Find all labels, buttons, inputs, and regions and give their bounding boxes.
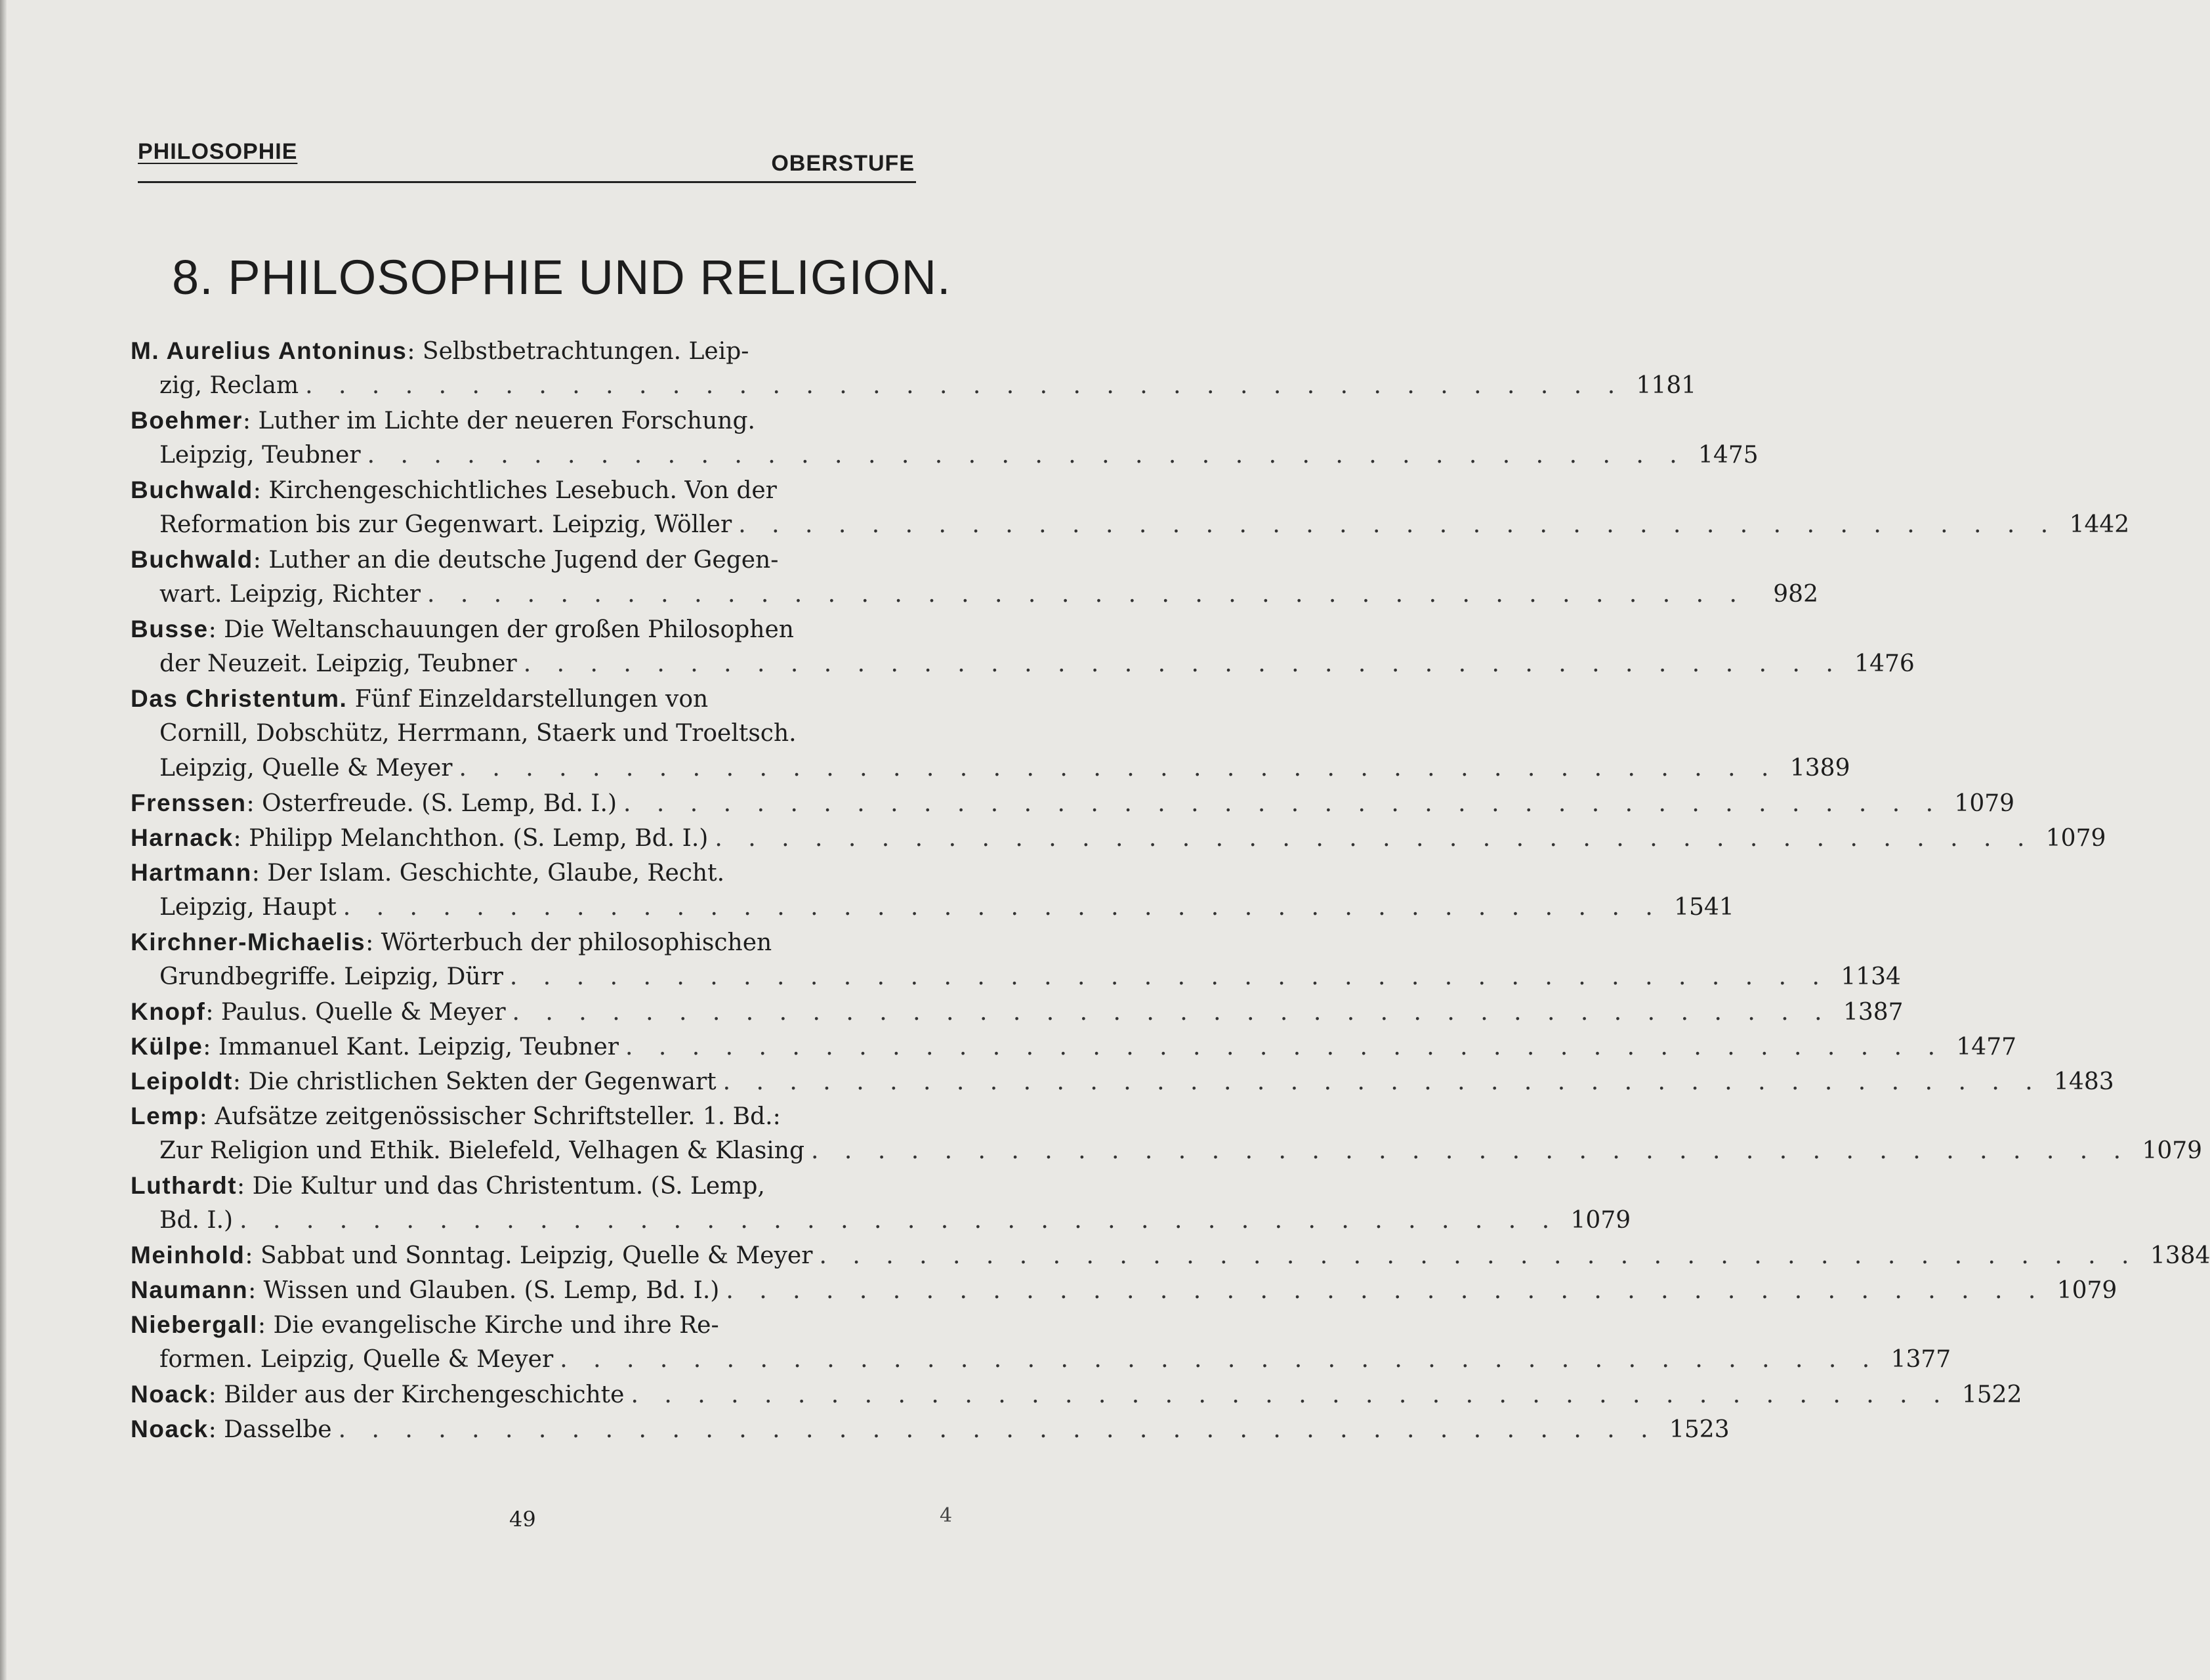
bibliography-entry xyxy=(128,1029,2017,1064)
entry-line xyxy=(128,472,915,507)
entry-author: Lemp xyxy=(131,1102,199,1129)
entry-author: Kirchner-Michaelis xyxy=(131,929,366,956)
entry-number: 1079 xyxy=(1570,1207,1631,1234)
entry-line xyxy=(128,925,915,959)
entry-continuation-line xyxy=(128,507,2130,542)
entry-number: 1476 xyxy=(1854,650,1915,677)
entry-text-wrap xyxy=(131,477,777,504)
dot-leader: . . . . . . . . . . . . . . . . . . . . . . . . . . . . . . . . . . . . . . . . xyxy=(512,999,1831,1026)
entry-continuation-line xyxy=(128,1203,1631,1238)
entry-text-wrap xyxy=(131,616,794,643)
entry-author: Niebergall xyxy=(131,1311,258,1338)
dot-leader: . . . . . . . . . . . . . . . . . . . . . . . . . . . . . . . . . . . . . . . . xyxy=(625,1034,1945,1060)
entry-line xyxy=(128,1064,2114,1099)
entry-continuation: Leipzig, Haupt xyxy=(159,894,337,921)
dot-leader: . . . . . . . . . . . . . . . . . . . . . . . . . . . . . . . . . . . . . . . . xyxy=(726,1277,2045,1304)
entry-author: Leipoldt xyxy=(131,1068,233,1095)
entry-continuation-line xyxy=(128,1342,1951,1377)
entry-text-wrap xyxy=(131,1064,717,1099)
bibliography-entry xyxy=(128,1099,2203,1168)
dot-leader: . . . . . . . . . . . . . . . . . . . . . . . . . . . . . . . . . . . . . . . . xyxy=(459,755,1778,782)
entry-title: Fünf Einzeldarstellungen von xyxy=(347,686,709,713)
entry-author: Boehmer xyxy=(131,407,243,434)
bibliography-entry xyxy=(128,681,1850,786)
bibliography-entry xyxy=(128,1377,2022,1412)
dot-leader: . . . . . . . . . . . . . . . . . . . . . . . . . . . . . . . . . . . . . . . . xyxy=(819,1242,2138,1269)
dot-leader: . . . . . . . . . . . . . . . . . . . . . . . . . . . . . . . . . . . . . . . . xyxy=(560,1346,1879,1373)
entry-text-wrap xyxy=(159,507,732,542)
entry-text-wrap xyxy=(159,720,797,747)
entry-title: : Sabbat und Sonntag. Leipzig, Quelle & Meyer xyxy=(245,1242,813,1269)
entry-text-wrap xyxy=(131,547,778,574)
entry-line xyxy=(128,820,2106,855)
entry-line xyxy=(128,1029,2017,1064)
dot-leader: . . . . . . . . . . . . . . . . . . . . . . . . . . . . . . . . . . . . . . . . xyxy=(811,1137,2131,1164)
bibliography-entry xyxy=(128,472,2130,542)
entry-text-wrap xyxy=(131,786,617,821)
entry-title: : Der Islam. Geschichte, Glaube, Recht. xyxy=(251,860,725,887)
entry-continuation: Leipzig, Quelle & Meyer xyxy=(159,755,453,782)
entry-continuation-line xyxy=(128,646,1915,681)
entry-title: : Osterfreude. (S. Lemp, Bd. I.) xyxy=(246,790,617,817)
bibliography-entry xyxy=(128,994,1904,1029)
entry-text-wrap xyxy=(159,1203,233,1238)
running-header xyxy=(138,139,916,183)
chapter-title: 8. PHILOSOPHIE UND RELIGION. xyxy=(172,250,951,304)
entry-text-wrap xyxy=(159,646,517,681)
entry-title: : Wörterbuch der philosophischen xyxy=(365,929,772,956)
entry-author: Buchwald xyxy=(131,476,253,503)
entry-number: 1079 xyxy=(1954,790,2015,817)
entry-author: Külpe xyxy=(131,1033,203,1060)
bibliography-list xyxy=(128,333,2210,1446)
entry-text-wrap xyxy=(159,438,361,472)
entry-number: 1079 xyxy=(2142,1137,2203,1164)
entry-number: 1387 xyxy=(1843,999,1904,1026)
entry-author: Naumann xyxy=(131,1276,249,1303)
dot-leader: . . . . . . . . . . . . . . . . . . . . . . . . . . . . . . . . . . . . . . . . xyxy=(240,1207,1559,1234)
entry-line xyxy=(128,786,2015,820)
entry-text-wrap xyxy=(131,1029,619,1064)
entry-title: : Die christlichen Sekten der Gegenwart xyxy=(232,1068,717,1095)
entry-author: M. Aurelius Antoninus xyxy=(131,337,407,364)
page-number: 49 xyxy=(509,1507,536,1532)
entry-text-wrap xyxy=(131,338,749,365)
entry-text-wrap xyxy=(159,959,503,994)
entry-number: 1079 xyxy=(2056,1277,2117,1304)
entry-author: Noack xyxy=(131,1416,209,1442)
entry-number: 1522 xyxy=(1961,1381,2022,1408)
entry-continuation: der Neuzeit. Leipzig, Teubner xyxy=(159,650,517,677)
entry-text-wrap xyxy=(131,929,772,956)
entry-number: 1134 xyxy=(1841,963,1901,990)
entry-number: 1079 xyxy=(2045,825,2106,852)
dot-leader: . . . . . . . . . . . . . . . . . . . . . . . . . . . . . . . . . . . . . . . . xyxy=(509,963,1829,990)
entry-text-wrap xyxy=(159,1133,804,1168)
entry-continuation-line xyxy=(128,368,1697,403)
entry-text-wrap xyxy=(159,368,299,403)
bibliography-entry xyxy=(128,1064,2114,1099)
bibliography-entry xyxy=(128,855,1734,925)
entry-text-wrap xyxy=(131,994,506,1030)
entry-line xyxy=(128,612,915,646)
entry-title: : Luther an die deutsche Jugend der Gegen- xyxy=(253,547,779,574)
bibliography-entry xyxy=(128,612,1915,681)
bibliography-entry xyxy=(128,1412,1730,1446)
entry-line xyxy=(128,1168,915,1203)
header-section: PHILOSOPHIE xyxy=(138,139,298,164)
entry-title: : Die Weltanschauungen der großen Philosophen xyxy=(208,616,794,643)
entry-line xyxy=(128,855,915,890)
entry-line xyxy=(128,1412,1730,1446)
entry-text-wrap xyxy=(131,408,755,434)
entry-title: : Immanuel Kant. Leipzig, Teubner xyxy=(203,1034,619,1060)
entry-line xyxy=(128,1099,915,1133)
entry-number: 1483 xyxy=(2054,1068,2114,1095)
entry-continuation: Grundbegriffe. Leipzig, Dürr xyxy=(159,963,503,990)
bibliography-entry xyxy=(128,1168,1631,1238)
dot-leader: . . . . . . . . . . . . . . . . . . . . . . . . . . . . . . . . . . . . . . . . xyxy=(305,372,1625,399)
entry-number: 1475 xyxy=(1698,442,1759,469)
entry-continuation-line xyxy=(128,716,915,751)
entry-author: Buchwald xyxy=(131,546,253,573)
bibliography-entry xyxy=(128,1238,2210,1272)
entry-line xyxy=(128,681,915,716)
entry-continuation-line xyxy=(128,577,1818,612)
entry-text-wrap xyxy=(131,1238,812,1273)
bibliography-entry xyxy=(128,820,2106,855)
entry-author: Frenssen xyxy=(131,789,247,816)
entry-number: 1389 xyxy=(1789,755,1850,782)
entry-continuation: Zur Religion und Ethik. Bielefeld, Velhagen & Klasing xyxy=(159,1137,805,1164)
bibliography-entry xyxy=(128,786,2015,820)
entry-continuation: wart. Leipzig, Richter xyxy=(159,581,421,608)
bibliography-entry xyxy=(128,1272,2117,1307)
entry-continuation-line xyxy=(128,751,1850,786)
entry-author: Das Christentum. xyxy=(131,685,348,712)
entry-title: : Die evangelische Kirche und ihre Re- xyxy=(257,1312,719,1339)
entry-text-wrap xyxy=(159,751,452,786)
dot-leader: . . . . . . . . . . . . . . . . . . . . . . . . . . . . . . . . . . . . . . . . xyxy=(338,1416,1658,1443)
entry-text-wrap xyxy=(131,686,708,713)
bibliography-entry xyxy=(128,333,1697,403)
entry-line xyxy=(128,994,1904,1029)
bibliography-entry xyxy=(128,542,1818,612)
bibliography-entry xyxy=(128,1307,1951,1377)
dot-leader: . . . . . . . . . . . . . . . . . . . . . . . . . . . . . . . . . . . . . . . . xyxy=(367,442,1686,469)
entry-author: Hartmann xyxy=(131,859,252,886)
entry-title: : Selbstbetrachtungen. Leip- xyxy=(407,338,749,365)
entry-author: Luthardt xyxy=(131,1172,238,1199)
dot-leader: . . . . . . . . . . . . . . . . . . . . . . . . . . . . . . . . . . . . . . . . xyxy=(738,511,2058,538)
entry-number: 1181 xyxy=(1636,372,1697,399)
header-level: OBERSTUFE xyxy=(771,151,915,176)
entry-title: : Die Kultur und das Christentum. (S. Lemp, xyxy=(237,1173,765,1200)
entry-number: 1541 xyxy=(1674,894,1734,921)
dot-leader: . . . . . . . . . . . . . . . . . . . . . . . . . . . . . . . . . . . . . . . . xyxy=(343,894,1662,921)
entry-title: : Wissen und Glauben. (S. Lemp, Bd. I.) xyxy=(248,1277,720,1304)
entry-line xyxy=(128,1238,2210,1272)
entry-line xyxy=(128,1377,2022,1412)
entry-line xyxy=(128,1307,915,1342)
entry-title: : Aufsätze zeitgenössischer Schriftsteller. 1. Bd.: xyxy=(199,1103,781,1130)
entry-text-wrap xyxy=(131,860,724,887)
entry-line xyxy=(128,542,915,577)
dot-leader: . . . . . . . . . . . . . . . . . . . . . . . . . . . . . . . . . . . . . . . . xyxy=(427,581,1746,608)
entry-continuation-line xyxy=(128,1133,2203,1168)
entry-number: 1377 xyxy=(1890,1346,1951,1373)
entry-author: Meinhold xyxy=(131,1242,245,1269)
entry-continuation: formen. Leipzig, Quelle & Meyer xyxy=(159,1346,554,1373)
dot-leader: . . . . . . . . . . . . . . . . . . . . . . . . . . . . . . . . . . . . . . . . xyxy=(523,650,1843,677)
entry-text-wrap xyxy=(131,1103,781,1130)
entry-continuation: Reformation bis zur Gegenwart. Leipzig, Wöller xyxy=(159,511,732,538)
entry-continuation-line xyxy=(128,438,1759,472)
entry-text-wrap xyxy=(131,1272,719,1308)
entry-author: Knopf xyxy=(131,998,206,1025)
entry-continuation: Cornill, Dobschütz, Herrmann, Staerk und Troeltsch. xyxy=(159,720,797,747)
bibliography-entry xyxy=(128,925,1901,994)
entry-continuation-line xyxy=(128,890,1734,925)
entry-title: : Bilder aus der Kirchengeschichte xyxy=(208,1381,625,1408)
entry-line xyxy=(128,403,915,438)
entry-continuation: zig, Reclam xyxy=(159,372,299,399)
page-binding-edge xyxy=(0,0,7,1680)
bibliography-entry xyxy=(128,403,1759,472)
entry-author: Harnack xyxy=(131,824,234,851)
entry-text-wrap xyxy=(131,1377,624,1412)
entry-number: 982 xyxy=(1773,581,1818,608)
entry-text-wrap xyxy=(131,1312,719,1339)
entry-text-wrap xyxy=(159,577,421,612)
entry-number: 1477 xyxy=(1956,1034,2017,1060)
dot-leader: . . . . . . . . . . . . . . . . . . . . . . . . . . . . . . . . . . . . . . . . xyxy=(631,1381,1950,1408)
entry-continuation: Bd. I.) xyxy=(159,1207,234,1234)
dot-leader: . . . . . . . . . . . . . . . . . . . . . . . . . . . . . . . . . . . . . . . . xyxy=(722,1068,2042,1095)
dot-leader: . . . . . . . . . . . . . . . . . . . . . . . . . . . . . . . . . . . . . . . . xyxy=(715,825,2034,852)
entry-text-wrap xyxy=(159,890,337,925)
entry-title: : Paulus. Quelle & Meyer xyxy=(205,999,506,1026)
entry-number: 1384 xyxy=(2150,1242,2210,1269)
entry-number: 1523 xyxy=(1669,1416,1730,1443)
entry-continuation: Leipzig, Teubner xyxy=(159,442,361,469)
entry-text-wrap xyxy=(159,1342,553,1377)
entry-title: : Kirchengeschichtliches Lesebuch. Von der xyxy=(253,477,777,504)
entry-title: : Dasselbe xyxy=(208,1416,332,1443)
entry-author: Busse xyxy=(131,616,209,642)
entry-number: 1442 xyxy=(2069,511,2130,538)
entry-text-wrap xyxy=(131,1173,765,1200)
entry-text-wrap xyxy=(131,1412,332,1447)
entry-continuation-line xyxy=(128,959,1901,994)
corner-mark: 4 xyxy=(940,1504,953,1527)
dot-leader: . . . . . . . . . . . . . . . . . . . . . . . . . . . . . . . . . . . . . . . . xyxy=(623,790,1943,817)
entry-line xyxy=(128,1272,2117,1307)
entry-title: : Luther im Lichte der neueren Forschung. xyxy=(242,408,755,434)
entry-author: Noack xyxy=(131,1381,209,1408)
entry-title: : Philipp Melanchthon. (S. Lemp, Bd. I.) xyxy=(233,825,709,852)
entry-line xyxy=(128,333,915,368)
entry-text-wrap xyxy=(131,820,708,856)
